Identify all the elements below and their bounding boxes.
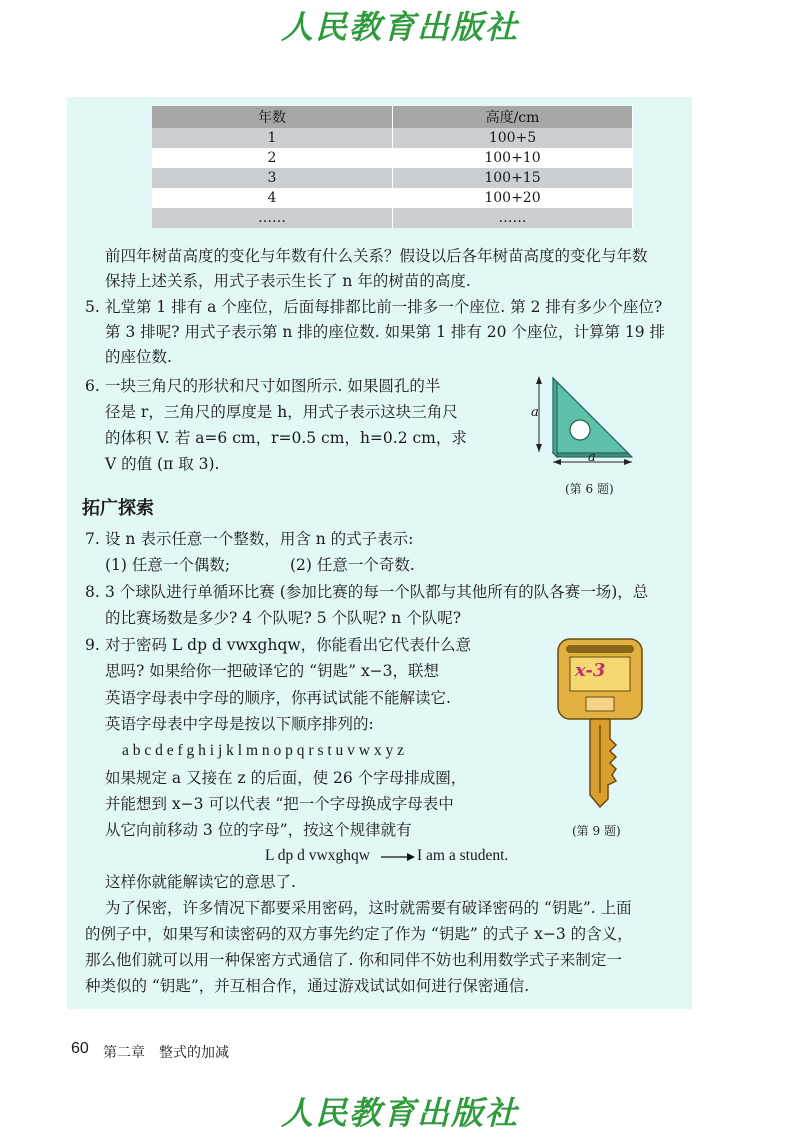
question-9-line-7: 从它向前移动 3 位的字母”，按这个规律就有: [105, 821, 412, 839]
alphabet-sequence: a b c d e f g h i j k l m n o p q r s t u v w x y z: [122, 742, 404, 759]
paragraph-line-2: 的例子中，如果写和读密码的双方事先约定了作为 “钥匙” 的式子 x−3 的含义，: [85, 925, 633, 943]
dimension-label-bottom: a: [588, 450, 596, 465]
question-9-number: 9.: [85, 636, 100, 654]
paragraph-line-3: 那么他们就可以用一种保密方式通信了. 你和同伴不妨也利用数学式子来制定一: [85, 951, 622, 969]
page-number: 60: [71, 1040, 89, 1057]
table-cell: ……: [393, 208, 633, 228]
dimension-label-side: a: [531, 405, 539, 420]
question-6-number: 6.: [85, 377, 100, 395]
table-cell: 3: [152, 168, 393, 188]
chapter-title: 第二章 整式的加减: [103, 1045, 229, 1061]
intro-line-1: 前四年树苗高度的变化与年数有什么关系？假设以后各年树苗高度的变化与年数: [105, 247, 648, 265]
question-6-line-1: 一块三角尺的形状和尺寸如图所示. 如果圆孔的半: [105, 377, 441, 395]
question-9-line-5: 如果规定 a 又接在 z 的后面，使 26 个字母排成圈，: [105, 769, 467, 787]
question-5-line-3: 的座位数.: [105, 348, 172, 366]
publisher-logo-bottom: 人民教育出版社: [280, 1094, 519, 1132]
table-cell: 4: [152, 188, 393, 208]
question-9-line-4: 英语字母表中字母是按以下顺序排列的:: [105, 715, 374, 733]
table-header-row: [152, 106, 633, 128]
table-cell: 100+15: [393, 168, 633, 188]
question-8-number: 8.: [85, 583, 100, 601]
key-label: x-3: [575, 660, 606, 681]
question-7-line-1: 设 n 表示任意一个整数，用含 n 的式子表示:: [105, 530, 414, 548]
question-9-after: 这样你就能解读它的意思了.: [105, 873, 296, 891]
table-row: [152, 208, 633, 228]
table-cell: ……: [152, 208, 393, 228]
question-8-line-2: 的比赛场数是多少? 4 个队呢? 5 个队呢? n 个队呢?: [105, 609, 462, 627]
question-9-line-6: 并能想到 x−3 可以代表 “把一个字母换成字母表中: [105, 795, 454, 813]
arrow-head: [536, 376, 542, 384]
question-8-line-1: 3 个球队进行单循环比赛 (参加比赛的每一个队都与其他所有的队各赛一场)，总: [105, 583, 649, 601]
table-cell: 1: [152, 128, 393, 148]
arrow-head: [553, 459, 561, 465]
table-cell: 2: [152, 148, 393, 168]
table-cell: 100+5: [393, 128, 633, 148]
question-5-line-1: 礼堂第 1 排有 a 个座位，后面每排都比前一排多一个座位. 第 2 排有多少个座位?: [105, 298, 663, 316]
figure-9-caption: (第 9 题): [572, 824, 621, 838]
cipher-text: L dp d vwxghqw: [265, 847, 370, 864]
intro-line-2: 保持上述关系，用式子表示生长了 n 年的树苗的高度.: [105, 272, 471, 290]
right-arrow-icon: [380, 850, 416, 864]
question-5-number: 5.: [85, 298, 100, 316]
question-9-line-1: 对于密码 L dp d vwxghqw，你能看出它代表什么意: [105, 636, 472, 654]
figure-6-caption: (第 6 题): [565, 482, 614, 496]
hole: [570, 420, 590, 440]
table-cell: 100+20: [393, 188, 633, 208]
table-row: [152, 168, 633, 188]
question-9-line-3: 英语字母表中字母的顺序，你再试试能不能解读它.: [105, 689, 451, 707]
arrow-head: [624, 459, 632, 465]
question-6-line-3: 的体积 V. 若 a=6 cm，r=0.5 cm，h=0.2 cm，求: [105, 429, 467, 447]
question-9-line-2: 思吗? 如果给你一把破译它的 “钥匙” x−3，联想: [105, 662, 440, 680]
question-7-number: 7.: [85, 530, 100, 548]
table-header-height: 高度/cm: [393, 106, 633, 128]
table-row: [152, 188, 633, 208]
triangle-face: [553, 378, 628, 453]
arrow-head: [536, 444, 542, 452]
table-row: [152, 128, 633, 148]
growth-table: [152, 106, 633, 228]
publisher-logo-top: 人民教育出版社: [280, 8, 519, 46]
question-7-part-2: (2) 任意一个奇数.: [290, 556, 415, 574]
table-cell: 100+10: [393, 148, 633, 168]
table-row: [152, 148, 633, 168]
question-6-line-2: 径是 r，三角尺的厚度是 h，用式子表示这块三角尺: [105, 403, 458, 421]
set-square-figure: [525, 372, 640, 477]
plain-text: I am a student.: [417, 847, 509, 864]
table-header-years: 年数: [152, 106, 393, 128]
paragraph-line-4: 种类似的 “钥匙”，并互相合作，通过游戏试试如何进行保密通信.: [85, 977, 530, 995]
section-heading: 拓广探索: [82, 498, 154, 519]
triangle-side: [553, 378, 557, 457]
question-6-line-4: V 的值 (π 取 3).: [105, 455, 220, 473]
paragraph-line-1: 为了保密，许多情况下都要采用密码，这时就需要有破译密码的 “钥匙”. 上面: [105, 899, 632, 917]
question-7-part-1: (1) 任意一个偶数;: [105, 556, 231, 574]
question-5-line-2: 第 3 排呢? 用式子表示第 n 排的座位数. 如果第 1 排有 20 个座位，计算第 19 排: [105, 323, 666, 341]
